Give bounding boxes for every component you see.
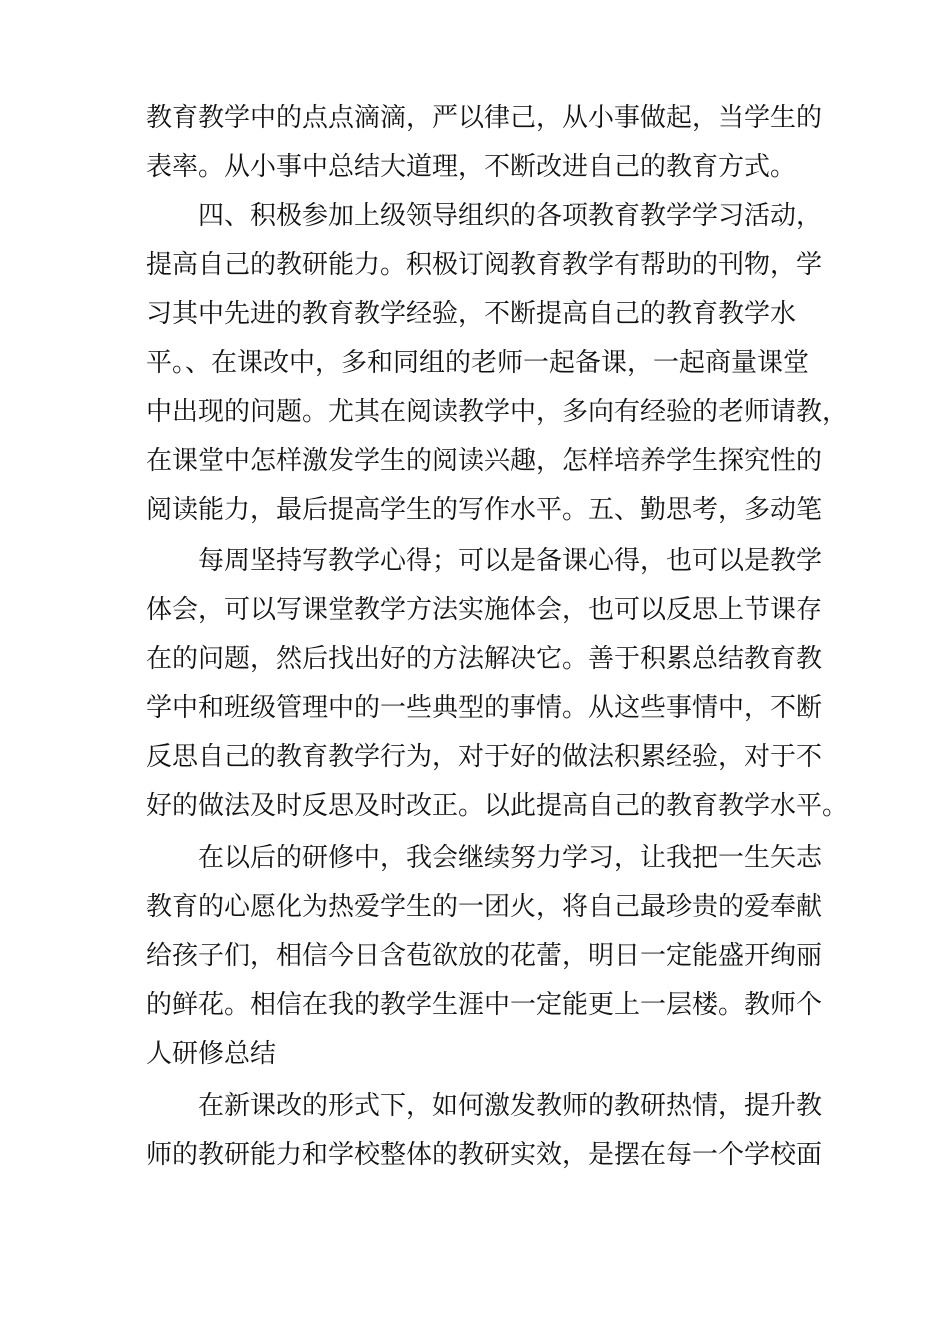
paragraph-start-line: 每周坚持写教学心得；可以是备课心得，也可以是教学: [198, 546, 823, 576]
text-line: 师的教研能力和学校整体的教研实效，是摆在每一个学校面: [146, 1140, 823, 1170]
text-line: 表率。从小事中总结大道理，不断改进自己的教育方式。: [146, 152, 797, 182]
text-line: 教育教学中的点点滴滴，严以律己，从小事做起，当学生的: [146, 103, 823, 133]
text-line: 体会，可以写课堂教学方法实施体会，也可以反思上节课存: [146, 595, 823, 625]
text-line: 中出现的问题。尤其在阅读教学中，多向有经验的老师请教，: [146, 397, 849, 427]
text-line: 习其中先进的教育教学经验，不断提高自己的教育教学水: [146, 299, 797, 329]
text-line: 阅读能力，最后提高学生的写作水平。五、勤思考，多动笔: [146, 495, 823, 525]
text-line: 在课堂中怎样激发学生的阅读兴趣，怎样培养学生探究性的: [146, 446, 823, 476]
text-line: 人研修总结: [146, 1039, 277, 1069]
text-line: 提高自己的教研能力。积极订阅教育教学有帮助的刊物，学: [146, 250, 823, 280]
text-line: 平。、在课改中，多和同组的老师一起备课，一起商量课堂: [146, 348, 810, 378]
text-line: 的鲜花。相信在我的教学生涯中一定能更上一层楼。教师个: [146, 990, 823, 1020]
text-line: 反思自己的教育教学行为，对于好的做法积累经验，对于不: [146, 742, 823, 772]
text-line: 教育的心愿化为热爱学生的一团火，将自己最珍贵的爱奉献: [146, 892, 823, 922]
text-line: 给孩子们，相信今日含苞欲放的花蕾，明日一定能盛开绚丽: [146, 941, 823, 971]
paragraph-start-line: 在新课改的形式下，如何激发教师的教研热情，提升教: [198, 1091, 823, 1121]
text-line: 学中和班级管理中的一些典型的事情。从这些事情中，不断: [146, 693, 823, 723]
text-line: 好的做法及时反思及时改正。以此提高自己的教育教学水平。: [146, 791, 849, 821]
paragraph-start-line: 在以后的研修中，我会继续努力学习，让我把一生矢志: [198, 843, 823, 873]
text-line: 在的问题，然后找出好的方法解决它。善于积累总结教育教: [146, 644, 823, 674]
paragraph-start-line: 四、积极参加上级领导组织的各项教育教学学习活动，: [198, 201, 823, 231]
